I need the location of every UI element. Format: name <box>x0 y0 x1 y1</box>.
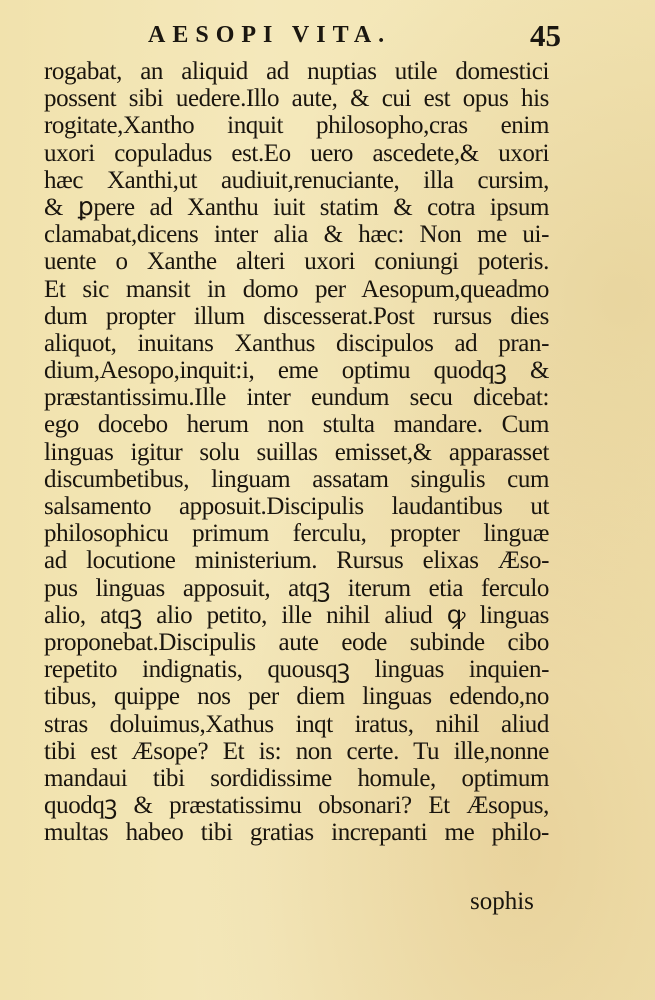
text-line: dum propter illum discesserat.Post rursus dies <box>44 302 549 330</box>
catchword: sophis <box>470 888 534 915</box>
text-line: clamabat,dicens inter alia & hæc: Non me ui- <box>44 221 549 249</box>
text-line: rogabat, an aliquid ad nuptias utile domestici <box>44 58 549 85</box>
text-line: dium,Aesopo,inquit:i, eme optimu quodqꝫ & <box>44 357 549 385</box>
text-line: mandaui tibi sordidissime homule, optimum <box>44 764 549 792</box>
text-line: proponebat.Discipulis aute eode subinde cibo <box>44 628 549 656</box>
text-line: discumbetibus, linguam assatam singulis cum <box>44 465 549 493</box>
text-line: & ꝑpere ad Xanthu iuit statim & cotra ipsum <box>44 193 549 221</box>
text-line: tibus, quippe nos per diem linguas edendo,no <box>44 683 549 711</box>
text-line: rogitate,Xantho inquit philosopho,cras enim <box>44 112 549 140</box>
text-line: uxori copuladus est.Eo uero ascedete,& uxori <box>44 139 549 167</box>
text-line: ad locutione ministerium. Rursus elixas Æso- <box>44 547 549 575</box>
page-header <box>0 18 655 54</box>
text-line: tibi est Æsope? Et is: non certe. Tu ille,nonne <box>44 737 549 765</box>
text-line: stras doluimus,Xathus inqt iratus, nihil aliud <box>44 710 549 738</box>
text-line: Et sic mansit in domo per Aesopum,queadmo <box>44 275 549 303</box>
text-line: multas habeo tibi gratias increpanti me philo- <box>44 819 549 847</box>
text-line: ego docebo herum non stulta mandare. Cum <box>44 411 549 439</box>
body-text <box>44 58 549 846</box>
text-line: possent sibi uedere.Illo aute, & cui est opus his <box>44 85 549 113</box>
text-line: præstantissimu.Ille inter eundum secu dicebat: <box>44 384 549 412</box>
text-line: philosophicu primum ferculu, propter linguæ <box>44 520 549 548</box>
text-line: uente o Xanthe alteri uxori coniungi poteris. <box>44 248 549 276</box>
text-line: linguas igitur solu suillas emisset,& apparasset <box>44 438 549 466</box>
text-line: pus linguas apposuit, atqꝫ iterum etia ferculo <box>44 574 549 602</box>
text-line: hæc Xanthi,ut audiuit,renuciante, illa cursim, <box>44 166 549 194</box>
text-line: quodqꝫ & præstatissimu obsonari? Et Æsopus, <box>44 792 549 820</box>
text-line: salsamento apposuit.Discipulis laudantibus ut <box>44 493 549 520</box>
page-number: 45 <box>530 18 561 53</box>
text-line: alio, atqꝫ alio petito, ille nihil aliud ꝙ linguas <box>44 601 549 629</box>
running-head: AESOPI VITA. <box>148 22 392 48</box>
text-line: aliquot, inuitans Xanthus discipulos ad pran- <box>44 329 549 357</box>
text-line: repetito indignatis, quousqꝫ linguas inquien- <box>44 656 549 684</box>
